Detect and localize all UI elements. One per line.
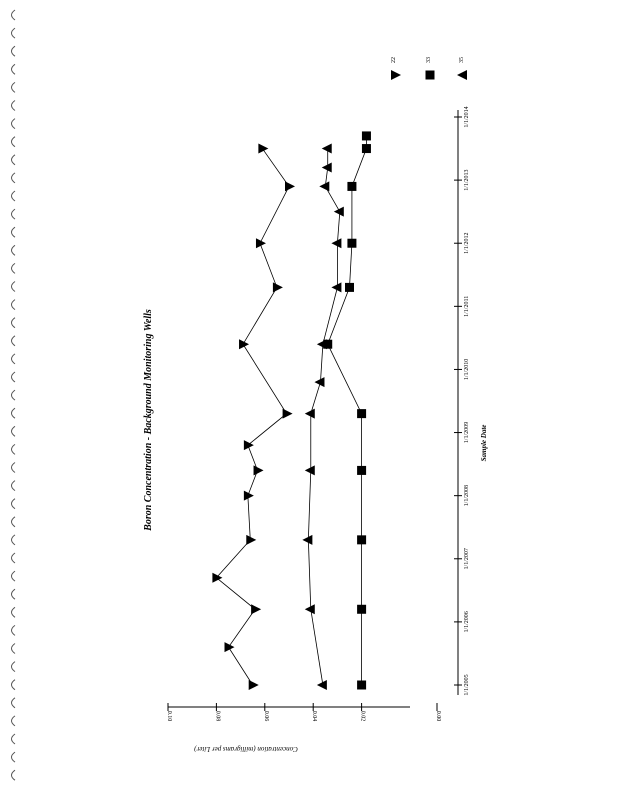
data-point-22 (225, 642, 235, 652)
x-tick-label: 1/1/2008 (464, 484, 470, 507)
data-point-22 (285, 181, 295, 191)
data-point-33 (357, 535, 366, 544)
data-point-35 (302, 535, 312, 545)
data-point-22 (251, 604, 261, 614)
y-tick-label: 0.06 (262, 710, 269, 722)
y-tick-label: 0.02 (359, 710, 366, 722)
data-point-22 (283, 409, 293, 419)
data-point-33 (347, 182, 356, 191)
data-point-22 (249, 680, 259, 690)
data-point-33 (362, 144, 371, 153)
x-tick-label: 1/1/2010 (464, 358, 470, 381)
x-tick-label: 1/1/2011 (464, 295, 470, 317)
series-line-22 (216, 149, 289, 685)
y-tick-label: 0.08 (214, 710, 221, 722)
data-point-35 (317, 339, 327, 349)
data-point-35 (322, 144, 332, 154)
x-tick-label: 1/1/2014 (464, 106, 470, 128)
x-tick-label: 1/1/2005 (464, 674, 470, 696)
data-point-33 (357, 605, 366, 614)
data-point-22 (258, 144, 268, 154)
y-tick-label: 0.00 (435, 710, 441, 722)
legend-marker-22 (391, 70, 401, 80)
data-point-33 (357, 681, 366, 690)
data-point-22 (246, 535, 256, 545)
legend-marker-35 (457, 70, 467, 80)
x-axis-title: Sample Date (480, 424, 488, 462)
legend-label-35: 35 (459, 57, 465, 63)
data-point-33 (362, 131, 371, 140)
data-point-35 (331, 238, 341, 248)
x-tick-label: 1/1/2006 (464, 611, 470, 633)
data-point-33 (347, 239, 356, 248)
data-point-35 (319, 181, 329, 191)
data-point-35 (305, 409, 315, 419)
data-point-33 (345, 283, 354, 292)
data-point-33 (357, 466, 366, 475)
x-tick-label: 1/1/2007 (464, 548, 470, 570)
data-point-35 (305, 604, 315, 614)
data-point-35 (322, 162, 332, 172)
legend-marker-33 (426, 71, 435, 80)
data-point-33 (357, 409, 366, 418)
x-tick-label: 1/1/2012 (464, 232, 470, 254)
y-axis-title: Concentration (milligrams per Liter) (194, 745, 298, 753)
data-point-22 (273, 282, 283, 292)
data-point-22 (239, 339, 249, 349)
legend-label-33: 33 (426, 57, 432, 63)
y-tick-label: 0.10 (166, 710, 172, 722)
y-tick-label: 0.04 (311, 710, 318, 722)
chart-title: Boron Concentration - Background Monitoring Wells (143, 309, 154, 531)
data-point-22 (254, 465, 264, 475)
data-point-35 (317, 680, 327, 690)
x-tick-label: 1/1/2013 (464, 169, 470, 191)
x-tick-label: 1/1/2009 (464, 421, 470, 444)
data-point-35 (305, 465, 315, 475)
legend-label-22: 22 (391, 57, 397, 63)
data-point-35 (334, 207, 344, 217)
